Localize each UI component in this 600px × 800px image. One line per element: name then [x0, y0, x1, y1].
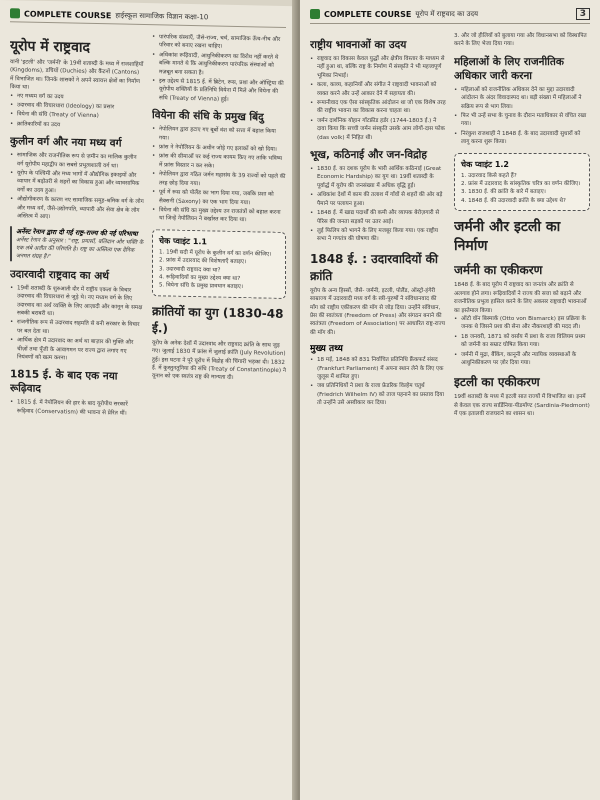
list-item: • 18 जनवरी, 1871 को वर्साय में प्रशा के राजा विलियम प्रथम को जर्मनी का सम्राट घोषित किया गया। [454, 333, 590, 350]
list-item: • इस उद्देश्य से 1815 ई. में ब्रिटेन, रूस, प्रशा और ऑस्ट्रिया की यूरोपीय शक्तियों के प्रतिनिधि वियेना में मिले और वियेना की संधि (Treaty of Vienna) हुई। [152, 77, 286, 105]
right-col-1 [310, 32, 446, 792]
para-revolution: यूरोप के अनेक देशों में उदारवाद और राष्ट्रवाद क्रांति के साथ जुड़ गए। जुलाई 1830 में फ्रांस में जुलाई क्रांति (July Revolution) हुई। इस घटना ने पूरे यूरोप में विद्रोह की चिंगारी भड़का दी। 1832 ई. में कुस्तुनतुनिया की संधि (Treaty of Constantinople) ने यूनान को एक स्वतंत्र राष्ट्र की मान्यता दी। [152, 339, 286, 382]
heading-1848: 1848 ई. : उदारवादियों की क्रांति [310, 251, 438, 283]
callout-text: अर्नेस्ट रेनान के अनुसार : "राष्ट्र, प्रयासों, बलिदान और भक्ति के एक लंबे अतीत की परिणति है। राष्ट्र का अस्तित्व एक दैनिक जनमत संग्रह है।" [16, 236, 144, 261]
checkpoint-item: 1. उदारवाद किसे कहते हैं? [461, 172, 517, 179]
list-item: • नेपोलियन द्वारा गठित जर्मन महासंघ के 39 राज्यों को पहले की तरह छोड़ दिया गया। [152, 170, 286, 190]
checkpoint-item: 3. 1830 ई. की क्रांति के बारे में बताइए। [461, 189, 546, 196]
list-item: • क्रांतिकारियों का उदय [10, 120, 144, 131]
list-conservatism [152, 33, 286, 105]
right-page [300, 0, 600, 800]
right-col-2 [454, 32, 590, 792]
list-item: • नए मध्यम वर्ग का उदय [10, 92, 144, 103]
heading-germany-italy: जर्मनी और इटली का निर्माण [454, 219, 561, 255]
list-item: • जर्मन दार्शनिक योहान गॉटफ्रीड हर्डर (1744-1803 ई.) ने दावा किया कि सच्ची जर्मन संस्कृति उसके आम लोगों-दास फोक (das volk) में निहित थी। [310, 117, 446, 142]
list-item: • सामाजिक और राजनीतिक रूप से ज़मीन का मालिक कुलीन वर्ग यूरोपीय महाद्वीप का सबसे प्रभुत्वशाली वर्ग था। [10, 151, 144, 171]
checkpoint-item: 2. फ्रांस में उदारवाद की विशेषताएँ बताइए। [159, 257, 247, 266]
checkpoint-item: 3. उदारवादी राष्ट्रवाद क्या था? [159, 265, 221, 274]
heading-nationalism: यूरोप में राष्ट्रवाद [10, 38, 90, 56]
renan-callout [10, 226, 144, 264]
list-item: • निरंकुश राजशाही ने 1848 ई. के बाद उदारवादी सुधारों को लागू करना शुरू किया। [454, 130, 590, 147]
para-1848: यूरोप के अन्य हिस्सों, जैसे- जर्मनी, इटली, पोलैंड, ऑस्ट्रो-हंगेरी साम्राज्य में उदारवादी मध्य वर्ग के स्त्री-पुरुषों ने संविधानवाद की माँग को राष्ट्रीय एकीकरण की माँग से जोड़ दिया। उन्होंने संविधान, प्रेस की स्वतंत्रता (Freedom of Press) और संगठन बनाने की स्वतंत्रता (Freedom of Association) पर आधारित राष्ट्र-राज्य की माँग की। [310, 287, 445, 336]
left-col-2 [152, 33, 286, 796]
para-nationalism: यानी 'इटली' और 'जर्मनी' के 19वीं शताब्दी के मध्य में राजशाहियों (Kingdoms), डचियों (Duchies) और कैंटनों (Cantons) में विभाजित था। जिनके शासकों ने अपने स्वायत्त क्षेत्रों का निर्माण किया था। [10, 59, 144, 91]
list-item: • फिर भी उन्हें सभा के चुनाव के दौरान मताधिकार से वंचित रखा गया। [454, 112, 590, 129]
list-item: • 1815 ई. में नेपोलियन की हार के बाद यूरोपीय सरकारें रूढ़िवाद (Conservatism) की भावना से प्रेरित थीं। [10, 399, 144, 419]
list-famine [310, 165, 446, 244]
running-title: हाईस्कूल सामाजिक विज्ञान कक्षा-10 [115, 10, 209, 21]
list-1815 [10, 399, 144, 419]
para-germany: 1848 ई. के बाद यूरोप में राष्ट्रवाद का जनतंत्र और क्रांति से अलगाव होने लगा। रूढ़िवादियों ने राज्य की सत्ता को बढ़ाने और राजनीतिक प्रभुत्व हासिल करने के लिए अकसर राष्ट्रवादी भावनाओं का इस्तेमाल किया। [454, 282, 587, 314]
heading-italy: इटली का एकीकरण [454, 375, 540, 390]
list-item: • 19वीं शताब्दी के शुरुआती दौर में राष्ट्रीय एकता के विचार उदारवाद की विचारधारा से जुड़े थे। नए मध्यम वर्ग के लिए उदारवाद का अर्थ व्यक्ति के लिए आज़ादी और कानून के समक्ष सबकी बराबरी था। [10, 284, 144, 320]
heading-class: कुलीन वर्ग और नया मध्य वर्ग [10, 135, 122, 150]
list-facts [310, 356, 446, 407]
list-emotions [310, 55, 446, 142]
brand-name: COMPLETE COURSE [324, 9, 412, 19]
list-item: • 18 मई, 1848 को 831 निर्वाचित प्रतिनिधि फ्रैंकफर्ट संसद (Frankfurt Parliament) में अपना स्थान लेने के लिए एक जुलूस में शामिल हुए। [310, 356, 446, 381]
checkpoint-box [454, 153, 590, 212]
list-item: • वियेना की संधि का मुख्य उद्देश्य उन राजतंत्रों को बहाल करना था जिन्हें नेपोलियन ने बर्खास्त कर दिया था। [152, 206, 286, 226]
list-item: • उदारवाद की विचारधारा (Ideology) का प्रसार [10, 101, 144, 112]
list-causes [10, 92, 144, 131]
list-class [10, 151, 144, 223]
list-item: • फ्रांस की सीमाओं पर कई राज्य कायम किए गए ताकि भविष्य में फ्रांस विस्तार न कर सके। [152, 153, 286, 173]
list-item: • 1848 ई. में खाद्य पदार्थों की कमी और व्यापक बेरोज़गारी से पेरिस की जनता सड़कों पर उतर आई। [310, 209, 446, 226]
list-vienna [152, 125, 286, 225]
heading-germany: जर्मनी का एकीकरण [454, 263, 543, 278]
checkpoint-item: 2. फ्रांस में उदारवाद के सांस्कृतिक चरित्र का वर्णन कीजिए। [461, 181, 581, 188]
heading-revolution: क्रांतियों का युग (1830-48 ई.) [152, 303, 284, 336]
checkpoint-box [152, 229, 286, 299]
checkpoint-title: चेक प्वाइंट 1.1 [159, 236, 207, 247]
list-item: • अधिकांश देशों में काम की तलाश में गाँवों से शहरों की ओर बड़े पैमाने पर पलायन हुआ। [310, 191, 446, 208]
heading-vienna: वियेना की संधि के प्रमुख बिंदु [152, 109, 264, 124]
callout-title: अर्नेस्ट रेनान द्वारा दी गई राष्ट्र-राज्य की नई परिभाषा [16, 226, 138, 238]
checkpoint-item: 4. 1848 ई. की उदारवादी क्रांति के क्या उद्देश्य थे? [461, 197, 566, 204]
list-item: • रूमानीवाद एक ऐसा सांस्कृतिक आंदोलन था जो एक विशेष तरह की राष्ट्रीय भावना का विकास करना चाहता था। [310, 99, 446, 116]
page-number: 3 [576, 8, 590, 20]
right-page-header [310, 8, 590, 24]
left-col-1 [10, 30, 144, 793]
list-item: • अधिकांश रूढ़िवादी, आधुनिकीकरण का विरोध नहीं करते थे बल्कि मानते थे कि आधुनिकीकरण पारंपरिक संस्थाओं को मज़बूत बना सकता है। [152, 51, 286, 79]
brand-logo-icon [310, 9, 320, 19]
list-item: • ऑटो वॉन बिस्मार्क (Otto von Bismarck) इस प्रक्रिया के जनक थे जिसने प्रशा की सेना और नौकरशाही की मदद ली। [454, 315, 590, 332]
checkpoint-item: 5. वियेना संधि के प्रमुख प्रावधान बताइए। [159, 282, 243, 291]
heading-emotions: राष्ट्रीय भावनाओं का उदय [310, 39, 407, 51]
list-item: • औद्योगीकरण के कारण नए सामाजिक समूह-श्रमिक वर्ग के लोग और मध्य वर्ग, जैसे-उद्योगपति, व्यापारी और सेवा क्षेत्र के लोग अस्तित्व में आए। [10, 195, 144, 223]
list-liberal [10, 284, 144, 364]
list-item: • पारंपरिक संस्थाएँ, जैसे-राज्य, चर्च, सामाजिक ऊँच-नीच और परिवार को बनाए रखना चाहिए। [152, 33, 286, 53]
left-page [0, 0, 296, 800]
list-germany [454, 315, 590, 367]
list-item: • महिलाओं को राजनीतिक अधिकार देने का मुद्दा उदारवादी आंदोलन के अंदर विवादास्पद था। बड़ी संख्या में महिलाओं ने सक्रिय रूप से भाग लिया। [454, 86, 590, 111]
running-title: यूरोप में राष्ट्रवाद का उदय [415, 9, 479, 18]
list-women [454, 86, 590, 147]
list-item: • राष्ट्रवाद का विकास केवल युद्धों और क्षेत्रीय विस्तार के माध्यम से नहीं हुआ था, बल्कि राष्ट्र के निर्माण में संस्कृति ने भी महत्त्वपूर्ण भूमिका निभाई। [310, 55, 446, 80]
list-item: • आर्थिक क्षेत्र में उदारवाद का अर्थ था बाज़ार की मुक्ति और चीज़ों तथा पूँजी के आवागमन पर राज्य द्वारा लगाए गए नियंत्रणों को खत्म करना। [10, 336, 144, 364]
subheading-facts: मुख्य तथ्य [310, 344, 343, 355]
checkpoint-item: 4. रूढ़िवादियों का मुख्य उद्देश्य क्या था? [159, 274, 241, 282]
checkpoint-item: 1. 19वीं सदी में यूरोप के कुलीन वर्ग का वर्णन कीजिए। [159, 249, 272, 258]
list-item: • 1830 ई. का दशक यूरोप के भारी आर्थिक कठिनाई (Great Economic Hardship) का युग था। 19वीं शताब्दी के पूर्वार्द्ध में यूरोप की जनसंख्या में अधिक वृद्धि हुई। [310, 165, 446, 190]
heading-famine: भूख, कठिनाई और जन-विद्रोह [310, 149, 427, 162]
list-item: • जब प्रतिनिधियों ने प्रशा के राजा फ्रेडरिक विल्हेम चतुर्थ (Friedrich Wilhelm IV) को ताज पहनाने का प्रस्ताव दिया तो उन्होंने उसे अस्वीकार कर दिया। [310, 382, 446, 407]
list-item: • लुई फिलिप को भागने के लिए मजबूर किया गया। एक राष्ट्रीय सभा ने गणतंत्र की घोषणा की। [310, 227, 446, 244]
list-item: • फ्रांस ने नेपोलियन के अधीन जोड़े गए इलाकों को खो दिया। [152, 143, 286, 154]
list-item: • जर्मनी में मुद्रा, बैंकिंग, कानूनी और न्यायिक व्यवस्थाओं के आधुनिकीकरण पर ज़ोर दिया गया। [454, 351, 590, 368]
heading-1815: 1815 ई. के बाद एक नया रूढ़िवाद [10, 368, 118, 396]
list-item: • नेपोलियन द्वारा हटाए गए बूर्बो वंश को सत्ता में बहाल किया गया। [152, 125, 286, 145]
heading-liberal: उदारवादी राष्ट्रवाद का अर्थ [10, 267, 109, 283]
brand-name: COMPLETE COURSE [24, 9, 112, 20]
checkpoint-title: चेक प्वाइंट 1.2 [461, 159, 509, 169]
brand-logo-icon [10, 8, 20, 18]
heading-women: महिलाओं के लिए राजनीतिक अधिकार जारी करना [454, 55, 564, 82]
list-item: • यूरोप के पश्चिमी और मध्य भागों में औद्योगिक इकाइयों और व्यापार में बढ़ोतरी से शहरों का विकास हुआ और व्यावसायिक वर्गों का उदय हुआ। [10, 169, 144, 197]
list-item: • राजनीतिक रूप से उदारवाद सहमति से बनी सरकार के विचार पर बल देता था। [10, 319, 144, 339]
para-italy: 19वीं शताब्दी के मध्य में इटली सात राज्यों में विभाजित था। इनमें से केवल एक राज्य सार्डिनिया-पीडमॉण्ट (Sardinia-Piedmont) में एक इतालवी राजघराने का शासन था। [454, 394, 590, 418]
left-page-columns [10, 30, 286, 796]
list-item: • वियेना की संधि (Treaty of Vienna) [10, 111, 144, 122]
list-item: • कला, काव्य, कहानियों और संगीत ने राष्ट्रवादी भावनाओं को व्यक्त करने और उन्हें आकार देने में सहायता की। [310, 81, 446, 98]
left-page-header [10, 8, 286, 28]
list-item: • पूर्व में रूस को पोलैंड का भाग दिया गया, जबकि प्रशा को सैक्सनी (Saxony) का एक भाग दिया गया। [152, 188, 286, 208]
right-page-columns [310, 32, 590, 792]
para-top: 3. और जो हीलियों को बुलाया गया और विधानसभा को विस्थापित करने के लिए भेजा दिया गया। [454, 33, 587, 48]
